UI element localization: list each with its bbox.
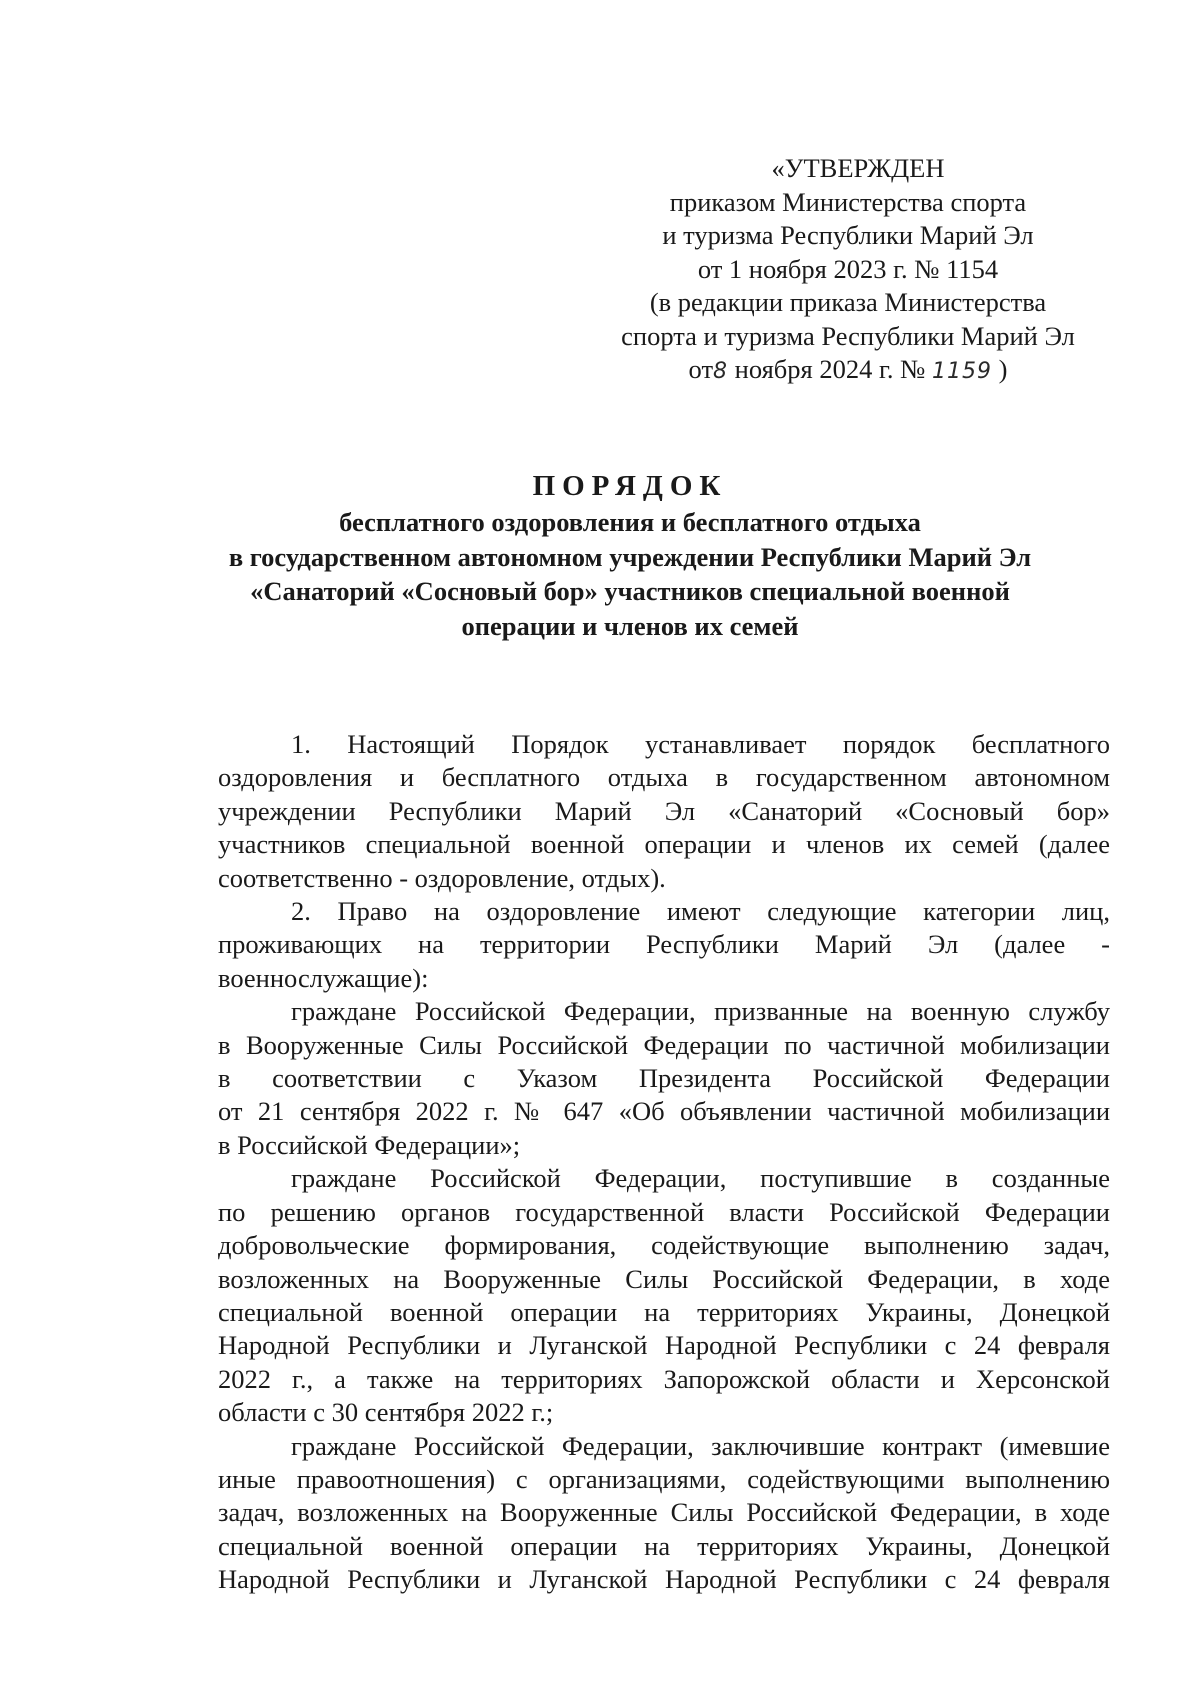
text-line: 1. Настоящий Порядок устанавливает порядок бесплатного (291, 729, 1110, 759)
approval-line: от 1 ноября 2023 г. № 1154 (697, 253, 999, 284)
document-title: ПОРЯДОК (532, 470, 728, 502)
document-subtitle-line: бесплатного оздоровления и бесплатного отдыха (339, 507, 921, 537)
text-line: соответственно - оздоровление, отдых). (218, 862, 666, 893)
approval-date-middle: ноября 2024 г. № (728, 354, 932, 384)
text-line: в Российской Федерации»; (218, 1129, 521, 1160)
text-line: 2. Право на оздоровление имеют следующие категории лиц, (291, 896, 1110, 927)
text-line: добровольческие формирования, содействующие выполнению задач, (218, 1230, 1110, 1261)
text-line: граждане Российской Федерации, заключившие контракт (имевшие (291, 1430, 1110, 1461)
paragraph-2 (218, 895, 1110, 995)
text-line: участников специальной военной операции и членов их семей (далее (218, 829, 1110, 860)
approval-line: и туризма Республики Марий Эл (662, 220, 1034, 250)
paragraph-1 (218, 728, 1110, 895)
text-line: оздоровления и бесплатного отдыха в государственном автономном (218, 762, 1110, 793)
approval-line: спорта и туризма Республики Марий Эл (621, 320, 1075, 351)
approval-date-suffix: ) (991, 354, 1008, 384)
approval-date-prefix: от (688, 354, 714, 384)
text-line: задач, возложенных на Вооруженные Силы Российской Федерации, в ходе (218, 1497, 1110, 1528)
approval-line: «УТВЕРЖДЕН (771, 153, 945, 183)
text-line: возложенных на Вооруженные Силы Российской Федерации, в ходе (218, 1263, 1110, 1294)
text-line: специальной военной операции на территориях Украины, Донецкой (218, 1530, 1110, 1561)
text-line: в Вооруженные Силы Российской Федерации по частичной мобилизации (218, 1029, 1110, 1060)
approval-date-line (588, 353, 1108, 389)
paragraph-volunteers (218, 1162, 1110, 1429)
paragraph-contractors (218, 1430, 1110, 1597)
text-line: военнослужащие): (218, 962, 429, 993)
document-subtitle-line: в государственном автономном учреждении Республики Марий Эл (228, 541, 1032, 572)
approval-stamp (588, 152, 1108, 389)
text-line: Народной Республики и Луганской Народной Республики с 24 февраля (218, 1564, 1110, 1595)
document-heading (200, 467, 1060, 643)
text-line: граждане Российской Федерации, поступившие в созданные (291, 1163, 1110, 1194)
document-body (218, 728, 1110, 1597)
text-line: Народной Республики и Луганской Народной Республики с 24 февраля (218, 1330, 1110, 1361)
approval-line: приказом Министерства спорта (669, 186, 1027, 217)
document-subtitle-line: операции и членов их семей (461, 610, 799, 641)
text-line: от 21 сентября 2022 г. № 647 «Об объявлении частичной мобилизации (218, 1096, 1110, 1127)
text-line: иные правоотношения) с организациями, содействующими выполнению (218, 1463, 1110, 1494)
text-line: по решению органов государственной власти Российской Федерации (218, 1196, 1110, 1227)
handwritten-day: 8 (713, 359, 729, 384)
document-subtitle-line: «Санаторий «Сосновый бор» участников специальной военной (250, 576, 1010, 606)
text-line: в соответствии с Указом Президента Российской Федерации (218, 1063, 1110, 1094)
text-line: специальной военной операции на территориях Украины, Донецкой (218, 1296, 1110, 1327)
text-line: области с 30 сентября 2022 г.; (218, 1397, 554, 1428)
text-line: учреждении Республики Марий Эл «Санаторий «Сосновый бор» (218, 795, 1110, 826)
text-line: граждане Российской Федерации, призванные на военную службу (291, 996, 1110, 1027)
text-line: проживающих на территории Республики Марий Эл (далее - (218, 929, 1110, 960)
paragraph-mobilized (218, 995, 1110, 1162)
text-line: 2022 г., а также на территориях Запорожской области и Херсонской (218, 1363, 1110, 1394)
approval-line: (в редакции приказа Министерства (649, 287, 1047, 317)
handwritten-number: 1159 (931, 359, 992, 384)
